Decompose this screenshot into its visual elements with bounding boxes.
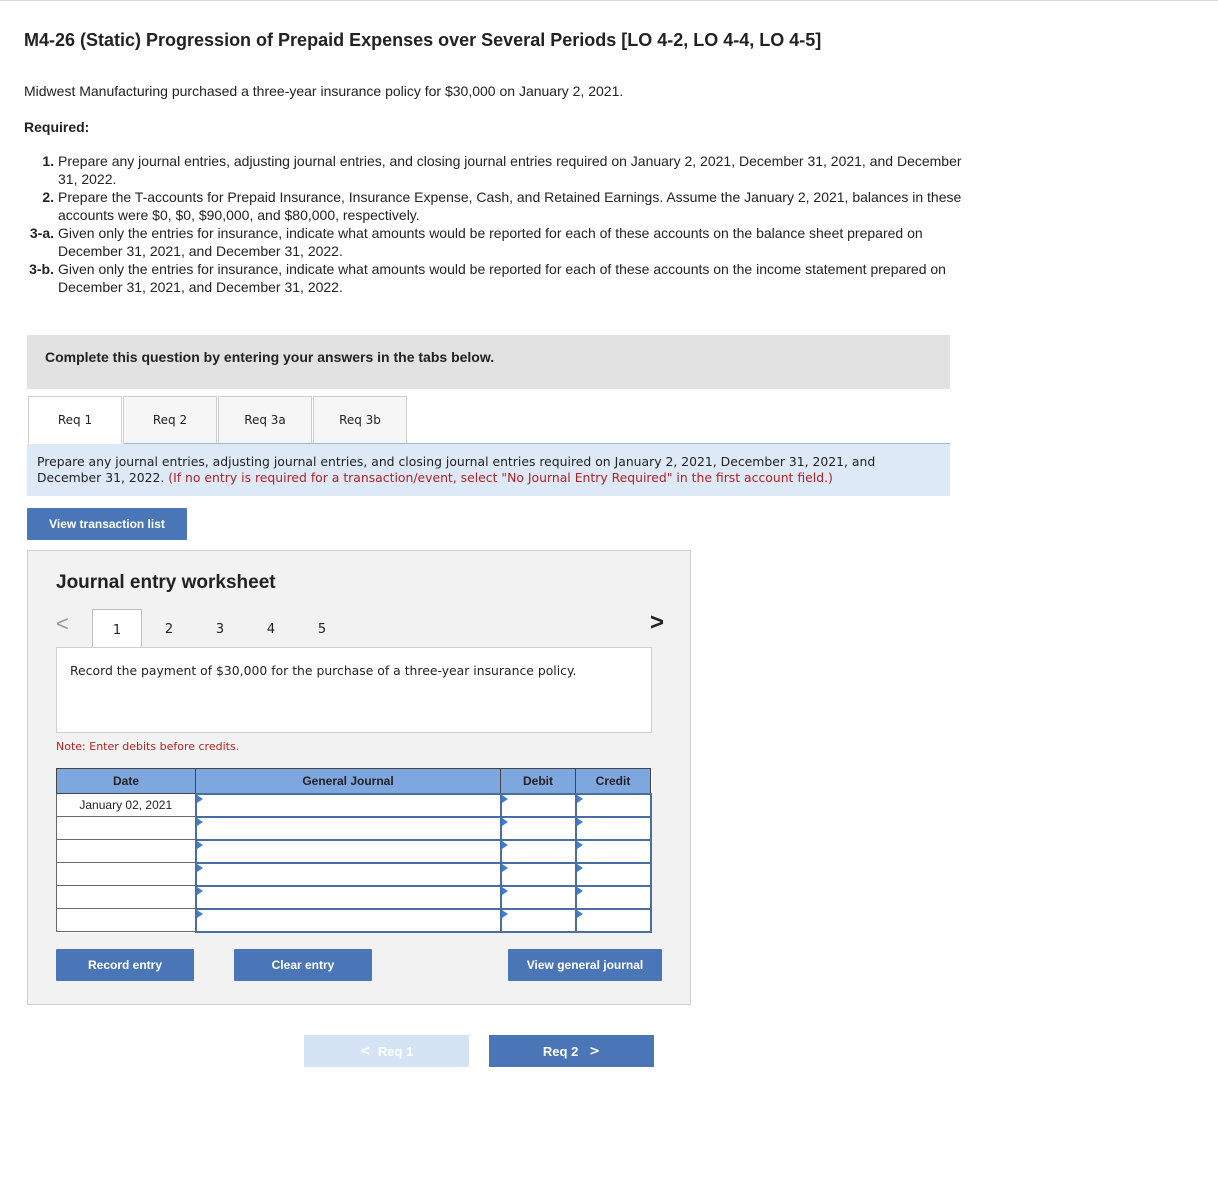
required-label: Required: [24,119,90,135]
credit-input[interactable] [576,909,651,932]
journal-entry-worksheet [27,550,691,1005]
table-row [57,909,651,932]
credit-input[interactable] [576,794,651,817]
top-divider [0,0,1218,1]
requirements-list [24,152,964,296]
column-header-credit: Credit [576,769,651,794]
column-header-date: Date [57,769,196,794]
entry-description: Record the payment of $30,000 for the purchase of a three-year insurance policy. [56,647,652,733]
account-input[interactable] [196,840,501,863]
tab-req-3a[interactable]: Req 3a [218,396,312,444]
account-input[interactable] [196,886,501,909]
debits-note: Note: Enter debits before credits. [56,740,240,753]
requirement-text: Prepare the T-accounts for Prepaid Insurance, Insurance Expense, Cash, and Retained Earnings. Assume the January 2, 2021, balances in these accounts were $0, $0, $90,000, and $80,000, respectively. [58,189,962,223]
credit-input[interactable] [576,840,651,863]
requirement-number: 3-b. [29,261,54,277]
date-cell [57,817,196,840]
tab-req-3b[interactable]: Req 3b [313,396,407,444]
chevron-right-icon: > [589,1043,601,1059]
chevron-left-icon[interactable]: < [56,611,69,636]
debit-input[interactable] [501,863,576,886]
journal-table [56,768,652,933]
next-requirement-label: Req 2 [542,1043,579,1059]
date-cell [57,909,196,932]
table-row [57,817,651,840]
requirement-text: Given only the entries for insurance, indicate what amounts would be reported for each of these accounts on the balance sheet prepared on December 31, 2021, and December 31, 2022. [58,225,923,259]
table-row [57,794,651,817]
requirement-number: 2. [42,189,54,205]
page-title: M4-26 (Static) Progression of Prepaid Expenses over Several Periods [LO 4-2, LO 4-4, LO 4-5] [24,30,822,50]
problem-intro: Midwest Manufacturing purchased a three-year insurance policy for $30,000 on January 2, 2021. [24,83,624,99]
chevron-right-icon[interactable]: > [649,609,664,636]
debit-input[interactable] [501,909,576,932]
table-row [57,840,651,863]
instruction-note: (If no entry is required for a transaction/event, select "No Journal Entry Required" in the first account field.) [168,470,833,485]
complete-question-banner: Complete this question by entering your answers in the tabs below. [27,335,950,389]
requirement-text: Given only the entries for insurance, indicate what amounts would be reported for each of these accounts on the income statement prepared on December 31, 2021, and December 31, 2022. [58,261,946,295]
record-entry-button[interactable]: Record entry [56,949,194,981]
requirement-item [24,224,964,260]
entry-page-2[interactable]: 2 [164,621,174,637]
previous-requirement-button[interactable] [304,1035,469,1067]
requirement-number: 1. [42,153,54,169]
debit-input[interactable] [501,840,576,863]
table-row [57,886,651,909]
entry-page-3[interactable]: 3 [215,621,225,637]
requirement-item [24,152,964,188]
table-row [57,863,651,886]
entry-page-1[interactable]: 1 [92,609,142,650]
date-cell [57,863,196,886]
entry-page-5[interactable]: 5 [317,621,327,637]
view-general-journal-button[interactable]: View general journal [508,949,662,981]
debit-input[interactable] [501,817,576,840]
next-requirement-button[interactable] [489,1035,654,1067]
requirement-item [24,260,964,296]
debit-input[interactable] [501,794,576,817]
view-transaction-list-button[interactable]: View transaction list [27,508,187,540]
account-input[interactable] [196,817,501,840]
account-input[interactable] [196,909,501,932]
entry-pager [56,609,664,647]
tab-req-1[interactable]: Req 1 [28,396,122,444]
credit-input[interactable] [576,817,651,840]
clear-entry-button[interactable]: Clear entry [234,949,372,981]
account-input[interactable] [196,863,501,886]
instruction-text: Prepare any journal entries, adjusting journal entries, and closing journal entries required on January 2, 2021, December 31, 2021, and December 31, 2022. [37,454,876,485]
tab-instructions [27,444,950,496]
chevron-left-icon: < [359,1043,371,1059]
debit-input[interactable] [501,886,576,909]
date-cell [57,840,196,863]
requirement-number: 3-a. [29,225,54,241]
credit-input[interactable] [576,886,651,909]
date-cell [57,886,196,909]
date-cell: January 02, 2021 [57,794,196,817]
requirement-item [24,188,964,224]
credit-input[interactable] [576,863,651,886]
column-header-general-journal: General Journal [196,769,501,794]
requirement-text: Prepare any journal entries, adjusting journal entries, and closing journal entries required on January 2, 2021, December 31, 2021, and December 31, 2022. [58,153,962,187]
account-input[interactable] [196,794,501,817]
entry-page-4[interactable]: 4 [266,621,276,637]
worksheet-title: Journal entry worksheet [56,572,276,593]
requirement-tabs [28,396,408,444]
previous-requirement-label: Req 1 [377,1043,414,1059]
column-header-debit: Debit [501,769,576,794]
tab-req-2[interactable]: Req 2 [123,396,217,444]
